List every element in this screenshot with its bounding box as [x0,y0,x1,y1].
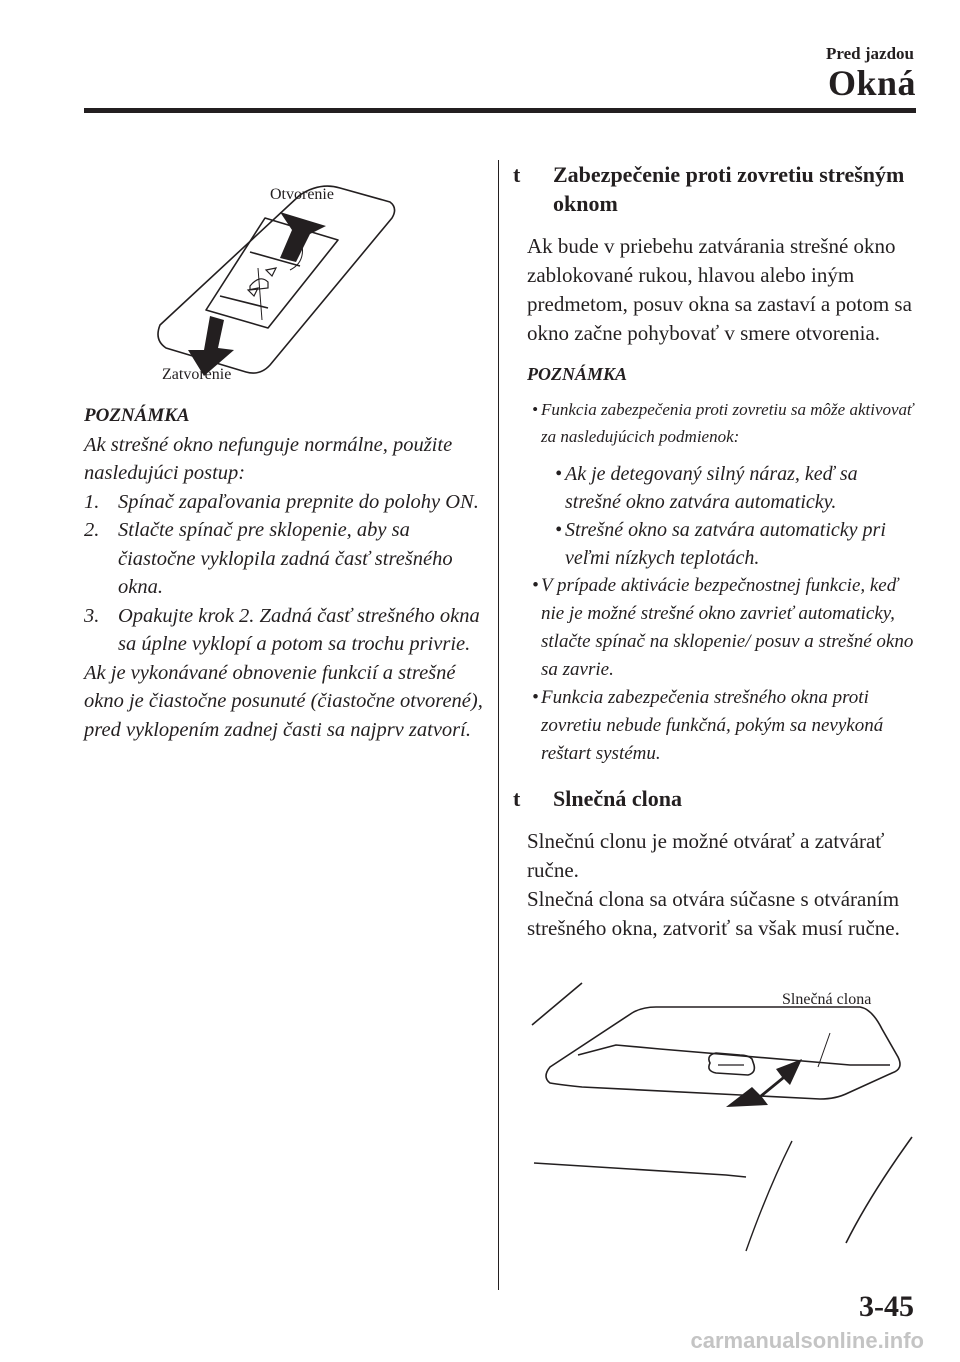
column-divider [498,160,499,1290]
section-heading-text: Slnečná clona [553,786,682,811]
section-body: Ak bude v priebehu zatvárania strešné okno zablokované rukou, hlavou alebo iným predmetom, posuv okna sa zastaví a potom sa okno začne pohybovať v smere otvorenia. [527,234,912,345]
step-item [84,516,484,602]
note-bullet [513,572,918,684]
bullet-text: Funkcia zabezpečenia strešného okna proti zovretiu nebude funkčná, pokým sa nevykoná reštart systému. [541,687,884,764]
watermark: carmanualsonline.info [690,1328,924,1353]
step-number: 2. [84,519,100,541]
bullet-text: Strešné okno sa zatvára automaticky pri veľmi nízkych teplotách. [565,519,886,569]
step-number: 3. [84,604,100,627]
page-number: 3-45 [859,1290,914,1323]
slide-arrow-icon [726,1059,802,1107]
step-item [84,602,484,659]
header-section: Pred jazdou [826,44,914,63]
section-marker-icon: t [513,162,521,187]
note-bullet [513,396,918,450]
label-open: Otvorenie [270,186,334,203]
bullet-text: Funkcia zabezpečenia proti zovretiu sa môže aktivovať za nasledujúcich podmienok: [541,400,914,446]
open-arrow-icon [280,212,326,262]
note-heading: POZNÁMKA [84,405,190,426]
label-close: Zatvorenie [162,366,232,383]
bullet-dot-icon: • [532,687,539,708]
note-heading: POZNÁMKA [527,364,628,384]
note-bullet [513,684,918,768]
note-outro: Ak je vykonávané obnovenie funkcií a strešné okno je čiastočne posunuté (čiastočne otvorené), pred vyklopením zadnej časti sa najprv zatvorí. [84,661,483,741]
bullet-dot-icon: • [555,463,563,485]
bullet-dot-icon: • [532,400,538,419]
section-body: Slnečnú clonu je možné otvárať a zatvárať ručne. [527,829,885,882]
bullet-text: V prípade aktivácie bezpečnostnej funkcie, keď nie je možné strešné okno zavrieť automaticky, stlačte spínač na sklopenie/ posuv a strešné okno sa zavrie. [541,575,914,680]
section-marker-icon: t [513,786,521,811]
note-sub-bullet [513,516,918,572]
left-column-note [84,402,484,744]
bullet-text: Ak je detegovaný silný náraz, keď sa strešné okno zatvára automaticky. [565,463,858,513]
note-sub-bullet [513,460,918,516]
step-number: 1. [84,490,100,513]
sunroof-switch-figure [150,170,410,390]
step-text: Spínač zapaľovania prepnite do polohy ON. [118,490,479,513]
header-rule [84,108,916,113]
bullet-dot-icon: • [532,575,539,596]
page-title: Okná [827,63,916,103]
section-heading-text: Zabezpečenie proti zovretiu strešným oknom [553,162,905,216]
right-column [513,160,918,943]
section-body: Slnečná clona sa otvára súčasne s otváraním strešného okna, zatvoriť sa však musí ručne. [527,887,900,940]
sunshade-figure [520,975,920,1270]
step-text: Stlačte spínač pre sklopenie, aby sa čiastočne vyklopila zadná časť strešného okna. [118,519,453,598]
sunshade-illustration [520,975,920,1270]
note-intro: Ak strešné okno nefunguje normálne, použite nasledujúci postup: [84,433,453,484]
step-text: Opakujte krok 2. Zadná časť strešného okna sa úplne vyklopí a potom sa trochu privrie. [118,604,480,655]
section-heading-pinch-protection [513,160,918,218]
section-heading-sunshade [513,784,918,813]
label-sunshade: Slnečná clona [782,991,872,1008]
step-item [84,488,484,517]
bullet-dot-icon: • [555,519,563,541]
